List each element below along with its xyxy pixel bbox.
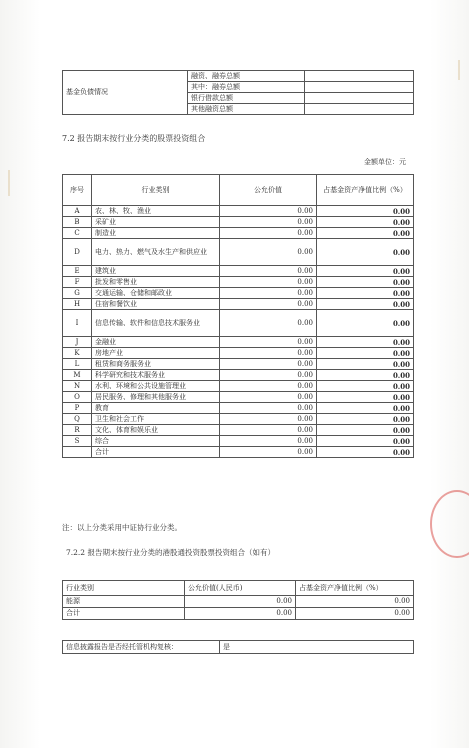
table-row [63,370,414,381]
industry-code: L [63,359,92,370]
liability-value [305,71,414,82]
fair-value: 0.00 [220,299,317,310]
table-row [63,392,414,403]
table-row [63,359,414,370]
liability-value [305,82,414,93]
industry-table [62,174,414,458]
ratio-value: 0.00 [317,359,414,370]
industry-code: C [63,228,92,239]
industry-code [63,447,92,458]
industry-code: A [63,206,92,217]
industry-name: 科学研究和技术服务业 [92,370,220,381]
ratio-value: 0.00 [317,217,414,228]
liability-table [62,70,414,115]
liability-item: 其他融资总额 [188,104,305,115]
ratio-value: 0.00 [317,414,414,425]
industry-name: 综合 [92,436,220,447]
industry-name: 房地产业 [92,348,220,359]
ratio-value: 0.00 [317,206,414,217]
fair-value: 0.00 [220,266,317,277]
fair-value: 0.00 [220,381,317,392]
industry-code: F [63,277,92,288]
fair-value: 0.00 [220,217,317,228]
ratio-value: 0.00 [317,392,414,403]
ratio-value: 0.00 [317,337,414,348]
fair-value: 0.00 [185,596,296,608]
industry-code: D [63,239,92,266]
table-header-row [63,175,414,206]
table-row [63,436,414,447]
header-industry: 行业类别 [92,175,220,206]
fair-value: 0.00 [220,228,317,239]
industry-name: 文化、体育和娱乐业 [92,425,220,436]
industry-name: 合计 [63,608,185,620]
industry-name: 金融业 [92,337,220,348]
industry-code: R [63,425,92,436]
industry-code: M [63,370,92,381]
industry-name: 农、林、牧、渔业 [92,206,220,217]
review-answer: 是 [220,641,414,654]
table-row [63,266,414,277]
ratio-value: 0.00 [317,425,414,436]
industry-code: K [63,348,92,359]
industry-name: 租赁和商务服务业 [92,359,220,370]
fair-value: 0.00 [220,310,317,337]
liability-item: 银行借款总额 [188,93,305,104]
industry-code: E [63,266,92,277]
fair-value: 0.00 [220,370,317,381]
industry-code: I [63,310,92,337]
ratio-value: 0.00 [317,310,414,337]
liability-item: 其中：融券总额 [188,82,305,93]
industry-name: 能源 [63,596,185,608]
table-row [63,217,414,228]
industry-name: 教育 [92,403,220,414]
table-row [63,425,414,436]
unit-note: 金额单位：元 [364,158,406,166]
fair-value: 0.00 [220,425,317,436]
scan-edge-mark [458,60,460,80]
industry-name: 制造业 [92,228,220,239]
industry-name: 水利、环境和公共设施管理业 [92,381,220,392]
header-fair-value: 公允价值 [220,175,317,206]
ratio-value: 0.00 [317,239,414,266]
industry-name: 居民服务、修理和其他服务业 [92,392,220,403]
industry-name: 信息传输、软件和信息技术服务业 [92,310,220,337]
table-note: 注：以上分类采用中证协行业分类。 [62,523,182,532]
industry-name: 采矿业 [92,217,220,228]
ratio-value: 0.00 [317,348,414,359]
fair-value: 0.00 [220,392,317,403]
fair-value: 0.00 [220,239,317,266]
industry-code: H [63,299,92,310]
liability-value [305,93,414,104]
section-title-hk: 7.2.2 报告期末按行业分类的港股通投资股票投资组合（如有） [66,548,275,557]
industry-code: G [63,288,92,299]
table-row [63,414,414,425]
header-industry: 行业类别 [63,581,185,596]
table-row [63,206,414,217]
table-row [63,641,414,654]
table-row [63,299,414,310]
industry-name: 交通运输、仓储和邮政业 [92,288,220,299]
fair-value: 0.00 [185,608,296,620]
fair-value: 0.00 [220,337,317,348]
fair-value: 0.00 [220,359,317,370]
industry-code: P [63,403,92,414]
ratio-value: 0.00 [317,447,414,458]
industry-code: N [63,381,92,392]
table-row [63,447,414,458]
header-fair-value: 公允价值(人民币) [185,581,296,596]
industry-name: 建筑业 [92,266,220,277]
fair-value: 0.00 [220,436,317,447]
ratio-value: 0.00 [317,299,414,310]
table-row [63,337,414,348]
ratio-value: 0.00 [317,266,414,277]
industry-code: J [63,337,92,348]
liability-item: 融资、融券总额 [188,71,305,82]
table-row [63,288,414,299]
review-table [62,640,414,654]
fair-value: 0.00 [220,403,317,414]
ratio-value: 0.00 [317,288,414,299]
ratio-value: 0.00 [317,370,414,381]
table-header-row [63,581,414,596]
table-row [63,596,414,608]
industry-code: B [63,217,92,228]
ratio-value: 0.00 [317,403,414,414]
table-row [63,381,414,392]
fair-value: 0.00 [220,206,317,217]
industry-name: 卫生和社会工作 [92,414,220,425]
industry-code: S [63,436,92,447]
table-row [63,403,414,414]
fair-value: 0.00 [220,447,317,458]
ratio-value: 0.00 [317,228,414,239]
ratio-value: 0.00 [317,381,414,392]
scan-edge-mark [8,170,10,196]
industry-name: 电力、热力、燃气及水生产和供应业 [92,239,220,266]
header-code: 序号 [63,175,92,206]
industry-code: Q [63,414,92,425]
review-question: 信息披露报告是否经托管机构复核： [63,641,220,654]
hk-industry-table [62,580,414,620]
header-ratio: 占基金资产净值比例（%） [296,581,414,596]
industry-name: 批发和零售业 [92,277,220,288]
table-row [63,239,414,266]
table-row [63,608,414,620]
liability-value [305,104,414,115]
fair-value: 0.00 [220,277,317,288]
ratio: 0.00 [296,596,414,608]
industry-name: 合计 [92,447,220,458]
table-row [63,348,414,359]
section-title: 7.2 报告期末按行业分类的股票投资组合 [62,134,206,143]
fair-value: 0.00 [220,414,317,425]
fair-value: 0.00 [220,288,317,299]
table-row [63,310,414,337]
table-row [63,277,414,288]
industry-name: 住宿和餐饮业 [92,299,220,310]
liability-label: 基金负债情况 [63,71,188,115]
fair-value: 0.00 [220,348,317,359]
header-ratio: 占基金资产净值比例（%） [317,175,414,206]
ratio-value: 0.00 [317,277,414,288]
ratio-value: 0.00 [317,436,414,447]
table-row [63,228,414,239]
industry-code: O [63,392,92,403]
ratio: 0.00 [296,608,414,620]
